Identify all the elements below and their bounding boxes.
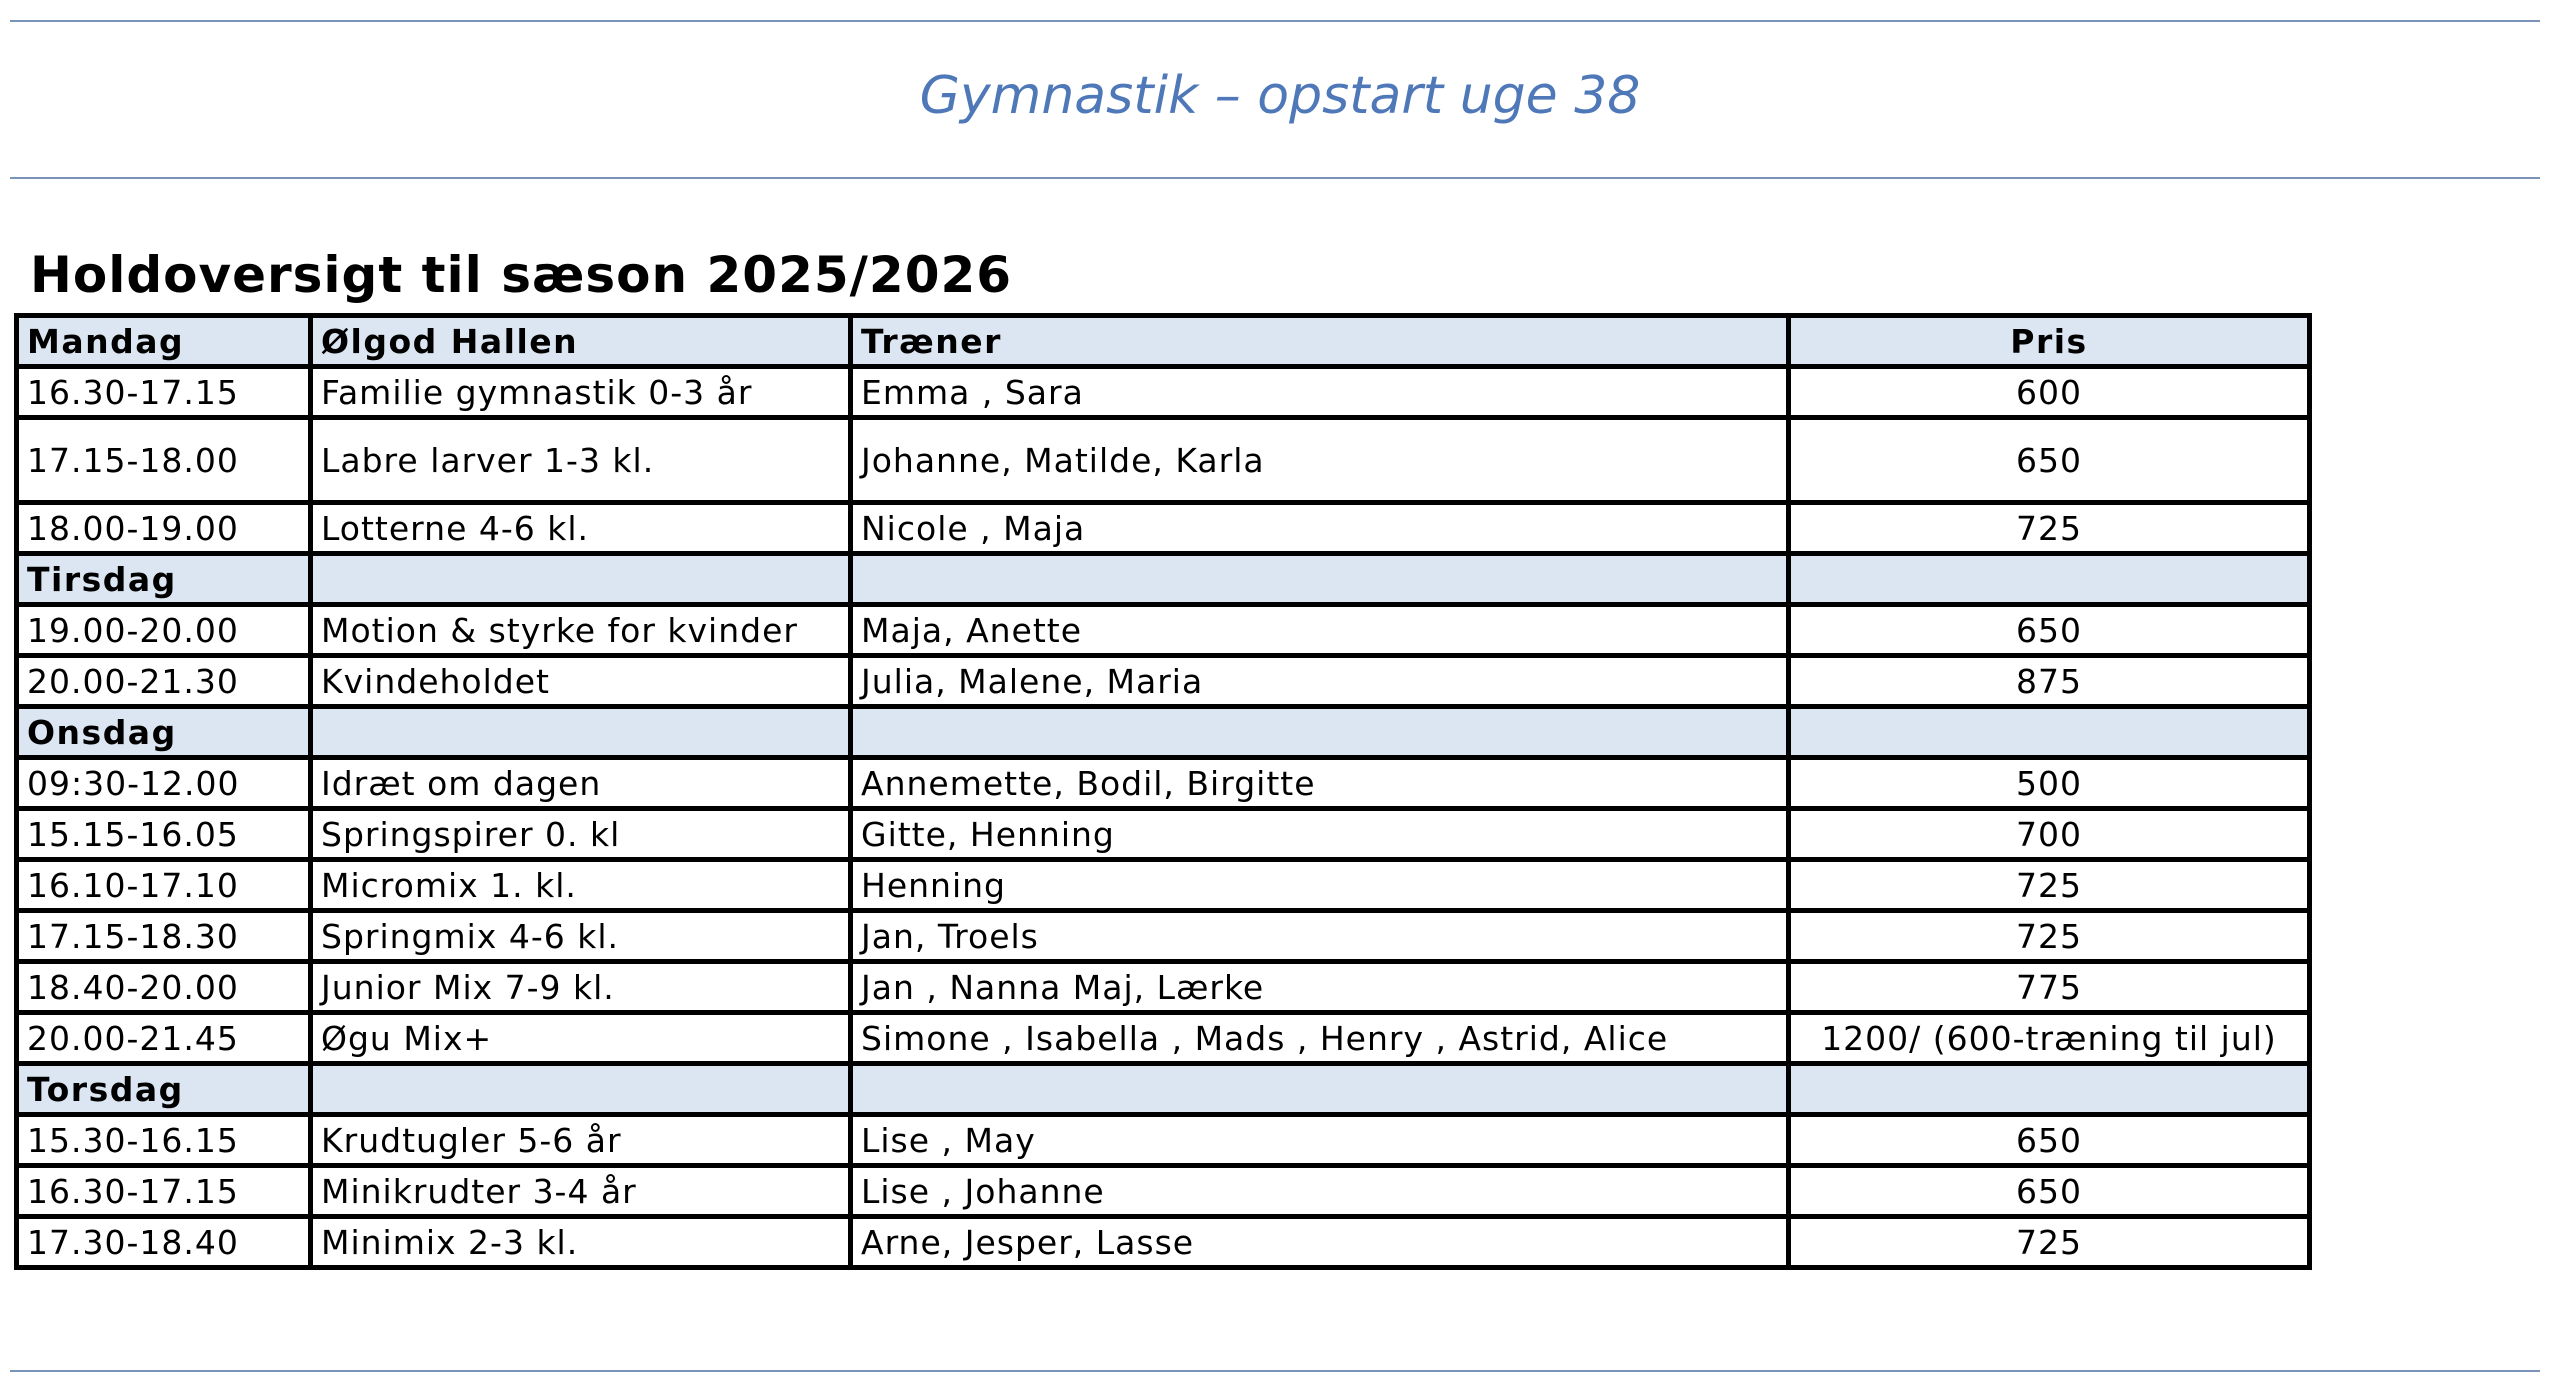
day-header-thursday: [17, 1064, 2310, 1115]
coach-cell: Henning: [851, 860, 1789, 911]
time-cell: 20.00-21.45: [17, 1013, 311, 1064]
price-cell: 1200/ (600-træning til jul): [1789, 1013, 2310, 1064]
time-cell: 17.15-18.00: [17, 418, 311, 503]
price-cell: 650: [1789, 605, 2310, 656]
price-cell: 725: [1789, 503, 2310, 554]
table-row: [17, 1166, 2310, 1217]
price-cell: 650: [1789, 418, 2310, 503]
table-row: [17, 911, 2310, 962]
day-header-wednesday: [17, 707, 2310, 758]
coach-cell: Simone , Isabella , Mads , Henry , Astrid, Alice: [851, 1013, 1789, 1064]
price-cell: 725: [1789, 860, 2310, 911]
top-divider: [10, 20, 2540, 22]
table-row: [17, 758, 2310, 809]
team-cell: Idræt om dagen: [311, 758, 851, 809]
time-cell: 19.00-20.00: [17, 605, 311, 656]
team-cell: Minikrudter 3-4 år: [311, 1166, 851, 1217]
team-cell: Minimix 2-3 kl.: [311, 1217, 851, 1268]
table-row: [17, 656, 2310, 707]
coach-cell: Arne, Jesper, Lasse: [851, 1217, 1789, 1268]
table-row: [17, 1115, 2310, 1166]
team-cell: Springspirer 0. kl: [311, 809, 851, 860]
team-cell: Micromix 1. kl.: [311, 860, 851, 911]
table-row: [17, 962, 2310, 1013]
coach-cell: Nicole , Maja: [851, 503, 1789, 554]
time-cell: 15.30-16.15: [17, 1115, 311, 1166]
time-cell: 18.00-19.00: [17, 503, 311, 554]
day-label: Torsdag: [17, 1064, 311, 1115]
team-cell: Kvindeholdet: [311, 656, 851, 707]
coach-cell: Emma , Sara: [851, 367, 1789, 418]
day-header-monday: [17, 316, 2310, 367]
time-cell: 20.00-21.30: [17, 656, 311, 707]
day-label: Tirsdag: [17, 554, 311, 605]
team-cell: Øgu Mix+: [311, 1013, 851, 1064]
coach-cell: Johanne, Matilde, Karla: [851, 418, 1789, 503]
title-divider: [10, 177, 2540, 179]
time-cell: 18.40-20.00: [17, 962, 311, 1013]
day-label: Onsdag: [17, 707, 311, 758]
price-cell: 500: [1789, 758, 2310, 809]
schedule-table: [14, 313, 2312, 1270]
bottom-divider: [10, 1370, 2540, 1372]
coach-cell: Lise , May: [851, 1115, 1789, 1166]
time-cell: 17.30-18.40: [17, 1217, 311, 1268]
table-row: [17, 605, 2310, 656]
price-cell: 775: [1789, 962, 2310, 1013]
time-cell: 09:30-12.00: [17, 758, 311, 809]
column-header-coach: Træner: [851, 316, 1789, 367]
column-header-team: Ølgod Hallen: [311, 316, 851, 367]
table-row: [17, 860, 2310, 911]
price-cell: 650: [1789, 1115, 2310, 1166]
coach-cell: Jan , Nanna Maj, Lærke: [851, 962, 1789, 1013]
table-row: [17, 367, 2310, 418]
table-row: [17, 503, 2310, 554]
table-row: [17, 1217, 2310, 1268]
table-row: [17, 809, 2310, 860]
table-row: [17, 418, 2310, 503]
team-cell: Motion & styrke for kvinder: [311, 605, 851, 656]
team-cell: Junior Mix 7-9 kl.: [311, 962, 851, 1013]
coach-cell: Gitte, Henning: [851, 809, 1789, 860]
team-cell: Lotterne 4-6 kl.: [311, 503, 851, 554]
time-cell: 16.30-17.15: [17, 367, 311, 418]
team-cell: Krudtugler 5-6 år: [311, 1115, 851, 1166]
price-cell: 725: [1789, 911, 2310, 962]
price-cell: 875: [1789, 656, 2310, 707]
price-cell: 650: [1789, 1166, 2310, 1217]
day-header-tuesday: [17, 554, 2310, 605]
document-title: Gymnastik – opstart uge 38: [919, 66, 1641, 126]
coach-cell: Jan, Troels: [851, 911, 1789, 962]
day-label: Mandag: [17, 316, 311, 367]
time-cell: 15.15-16.05: [17, 809, 311, 860]
coach-cell: Julia, Malene, Maria: [851, 656, 1789, 707]
team-cell: Springmix 4-6 kl.: [311, 911, 851, 962]
price-cell: 600: [1789, 367, 2310, 418]
coach-cell: Lise , Johanne: [851, 1166, 1789, 1217]
time-cell: 16.30-17.15: [17, 1166, 311, 1217]
time-cell: 16.10-17.10: [17, 860, 311, 911]
coach-cell: Annemette, Bodil, Birgitte: [851, 758, 1789, 809]
coach-cell: Maja, Anette: [851, 605, 1789, 656]
team-cell: Familie gymnastik 0-3 år: [311, 367, 851, 418]
time-cell: 17.15-18.30: [17, 911, 311, 962]
price-cell: 700: [1789, 809, 2310, 860]
table-row: [17, 1013, 2310, 1064]
section-heading: Holdoversigt til sæson 2025/2026: [30, 246, 1013, 304]
price-cell: 725: [1789, 1217, 2310, 1268]
team-cell: Labre larver 1-3 kl.: [311, 418, 851, 503]
column-header-price: Pris: [1789, 316, 2310, 367]
